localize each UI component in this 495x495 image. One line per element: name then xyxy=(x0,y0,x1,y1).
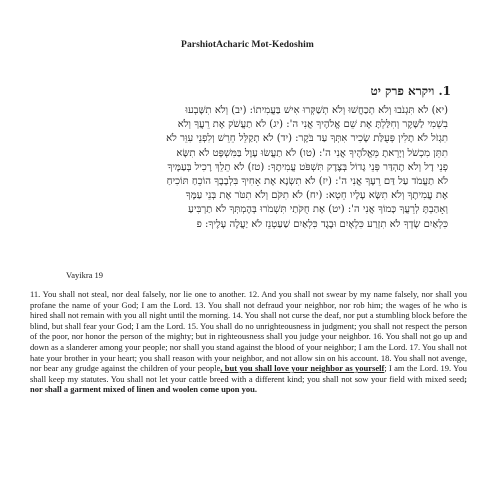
hebrew-text xyxy=(30,104,448,232)
hebrew-line: כִּלְאַיִם שָׂדְךָ לֹא תִזְרַע כִּלְאָיִם וּבֶגֶד כִּלְאַיִם שַׁעַטְנֵז לֹא יַעֲלֶה עָלֶיךָ: פ xyxy=(196,218,448,230)
hebrew-heading: 1. ויקרא פרק יט xyxy=(370,84,451,98)
document-title: ParshiotAcharic Mot-Kedoshim xyxy=(181,40,314,50)
hebrew-line: בִשְׁמִי לַשָּׁקֶר וְחִלַּלְתָּ אֶת שֵׁם אֱלֹהֶיךָ אֲנִי ה': (יג) לֹא תַעֲשֹׁק אֶת רֵעֲךָ וְלֹא xyxy=(177,119,448,131)
english-highlight-love-neighbor: , but you shall love your neighbor as yourself xyxy=(220,363,385,374)
hebrew-line: תִתֵּן מִכְשֹׁל וְיָרֵאתָ מֵּאֱלֹהֶיךָ אֲנִי ה': (טו) לֹא תַעֲשׂוּ עָוֶל בַּמִּשְׁפָּט לֹא תִשָּׂא xyxy=(176,147,448,159)
hebrew-line: פְנֵי דָל וְלֹא תֶהְדַּר פְּנֵי גָדוֹל בְּצֶדֶק תִּשְׁפֹּט עֲמִיתֶךָ: (טז) לֹא תֵלֵךְ רָכִיל בְּעַמֶּיךָ xyxy=(167,161,448,173)
english-highlight-garment: ; nor shall a garment mixed of linen and woolen come upon you. xyxy=(30,373,467,395)
english-source-label: Vayikra 19 xyxy=(66,270,104,280)
hebrew-line: וְאָהַבְתָּ לְרֵעֲךָ כָּמוֹךָ אֲנִי ה': (יט) אֶת חֻקֹּתַי תִּשְׁמֹרוּ בְּהֶמְתְּךָ לֹא תַרְבִּיעַ xyxy=(188,204,448,216)
hebrew-line: תִגְזֹל לֹא תָלִין פְּעֻלַּת שָׂכִיר אִתְּךָ עַד בֹּקֶר: (יד) לֹא תְקַלֵּל חֵרֵשׁ וְלִפְנֵי עִוֵּר לֹא xyxy=(166,133,448,145)
hebrew-line: (יא) לֹא תִּגְנֹבוּ וְלֹא תְכַחֲשׁוּ וְלֹא תְשַׁקְּרוּ אִישׁ בַּעֲמִיתוֹ: (יב) וְלֹא תִשָּׁבְעוּ xyxy=(185,105,448,116)
english-text-part: 11. You shall not steal, nor deal falsely, nor lie one to another. 12. And you shall not swear by my name falsely, nor shall you profane the name of your God; I am the Lord. 13. You shall not defraud your neighbor, nor rob him; the wages of he who is hired shall not remain with you all night until the morning. 14. You shall not curse the deaf, nor put a stumbling block before the blind, but shall fear your God; I am the Lord. 15. You shall do no unrighteousness in judgment; you shall not respect the person of the poor, nor honor the person of the mighty; but in righteousness shall you judge your neighbor. 16. You shall not go up and down as a slanderer among your people; nor shall you stand against the blood of your neighbor; I am the Lord. 17. You shall not hate your brother in your heart; you shall reason with your neighbor, and not allow sin on his account. 18. You shall not avenge, nor bear any grudge against the children of your people xyxy=(30,289,467,374)
hebrew-line: אֶת עֲמִיתֶךָ וְלֹא תִשָּׂא עָלָיו חֵטְא: (יח) לֹא תִקֹּם וְלֹא תִטֹּר אֶת בְּנֵי עַמֶּךָ xyxy=(185,190,448,202)
hebrew-line: לֹא תַעֲמֹד עַל דַּם רֵעֶךָ אֲנִי ה': (יז) לֹא תִשְׂנָא אֶת אָחִיךָ בִּלְבָבֶךָ הוֹכֵחַ תּוֹכִיחַ xyxy=(166,176,448,188)
english-text-part: ; I am the Lord. 19. You shall keep my statutes. You shall not let your cattle breed with a different kind; you shall not sow your field with mixed seed xyxy=(30,363,467,384)
english-text xyxy=(30,289,467,395)
